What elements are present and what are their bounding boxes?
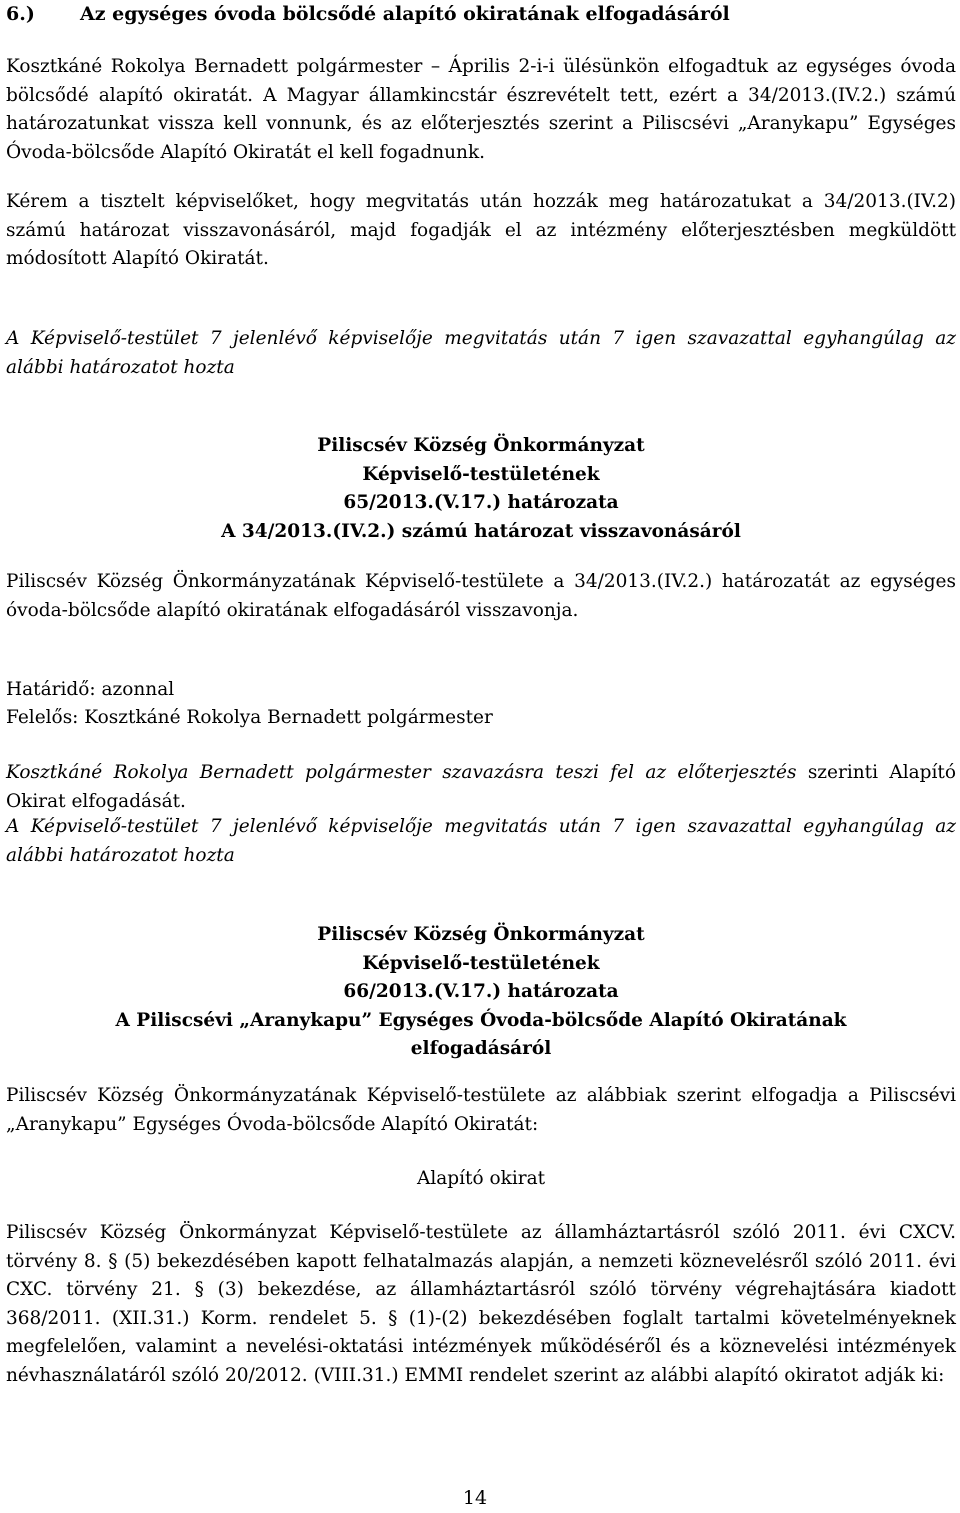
resolution-1-subject: A 34/2013.(IV.2.) számú határozat visszavonásáról (221, 520, 741, 542)
charter-title: Alapító okirat (416, 1168, 546, 1189)
resolution-1-text: Piliscsév Község Önkormányzatának Képviselő-testülete a 34/2013.(IV.2.) határozatát az egységes óvoda-bölcsőde alapító okiratának elfogadásáról visszavonja. (6, 571, 956, 621)
resolution-2-subject: A Piliscsévi „Aranykapu” Egységes Óvoda-bölcsőde Alapító Okiratának (115, 1009, 847, 1031)
section-heading (6, 0, 956, 29)
section-number: 6.) (6, 3, 35, 25)
resolution-2-body-name: Képviselő-testületének (362, 952, 600, 974)
intro-paragraph: Kosztkáné Rokolya Bernadett polgármester – Április 2-i-i ülésünkön elfogadtuk az egységes óvoda bölcsődé alapító okiratát. A Magyar államkincstár észrevételt tett, ezért a 34/2013.(IV.2.) számú határozatunkat vissza kell vonnunk, és az előterjesztés szerint a Piliscsévi „Aranykapu” Egységes Óvoda-bölcsőde Alapító Okiratát el kell fogadnunk. (6, 56, 956, 163)
resolution-1-number: 65/2013.(V.17.) határozata (343, 492, 619, 513)
resolution-2-text: Piliscsév Község Önkormányzatának Képviselő-testülete az alábbiak szerint elfogadja a Piliscsévi „Aranykapu” Egységes Óvoda-bölcsőde Alapító Okiratát: (6, 1085, 956, 1135)
resolution-2-authority: Piliscsév Község Önkormányzat (317, 924, 645, 945)
resolution-1-header (6, 432, 956, 546)
proposal-paragraph (6, 759, 956, 816)
resolution-1-responsible: Felelős: Kosztkáné Rokolya Bernadett polgármester (6, 707, 493, 728)
resolution-2-number: 66/2013.(V.17.) határozata (343, 981, 619, 1002)
vote-statement-2: A Képviselő-testület 7 jelenlévő képviselője megvitatás után 7 igen szavazattal egyhangúlag az alábbi határozatot hozta (6, 816, 956, 866)
resolution-2-subject-cont: elfogadásáról (410, 1038, 552, 1059)
resolution-1-body-name: Képviselő-testületének (362, 463, 600, 485)
resolution-1-deadline: Határidő: azonnal (6, 679, 175, 700)
vote-statement-1: A Képviselő-testület 7 jelenlévő képviselője megvitatás után 7 igen szavazattal egyhangúlag az alábbi határozatot hozta (6, 328, 956, 378)
page-number: 14 (462, 1487, 488, 1509)
charter-preamble: Piliscsév Község Önkormányzat Képviselő-testülete az államháztartásról szóló 2011. évi CXCV. törvény 8. § (5) bekezdésében kapott felhatalmazás alapján, a nemzeti köznevelésről szóló 2011. évi CXC. törvény 21. § (3) bekezdése, az államháztartásról szóló törvény végrehajtására kiadott 368/2011. (XII.31.) Korm. rendelet 5. § (1)-(2) bekezdésében foglalt tartalmi követelményeknek megfelelően, valamint a nevelési-oktatási intézmények működéséről és a köznevelési intézmények névhasználatáról szóló 20/2012. (VIII.31.) EMMI rendelet szerint az alábbi alapító okiratot adják ki: (6, 1222, 956, 1386)
resolution-1-authority: Piliscsév Község Önkormányzat (317, 435, 645, 456)
request-paragraph: Kérem a tisztelt képviselőket, hogy megvitatás után hozzák meg határozatukat a 34/2013.(IV.2) számú határozat visszavonásáról, majd fogadják el az intézmény előterjesztésben megküldött módosított Alapító Okiratát. (6, 191, 956, 269)
section-title: Az egységes óvoda bölcsődé alapító okiratának elfogadásáról (80, 3, 730, 25)
proposal-rest-text: szerinti Alapító Okirat elfogadását. (6, 762, 956, 812)
proposal-italic-text: Kosztkáné Rokolya Bernadett polgármester szavazásra teszi fel az előterjesztés (6, 762, 797, 783)
resolution-2-header (6, 921, 956, 1064)
